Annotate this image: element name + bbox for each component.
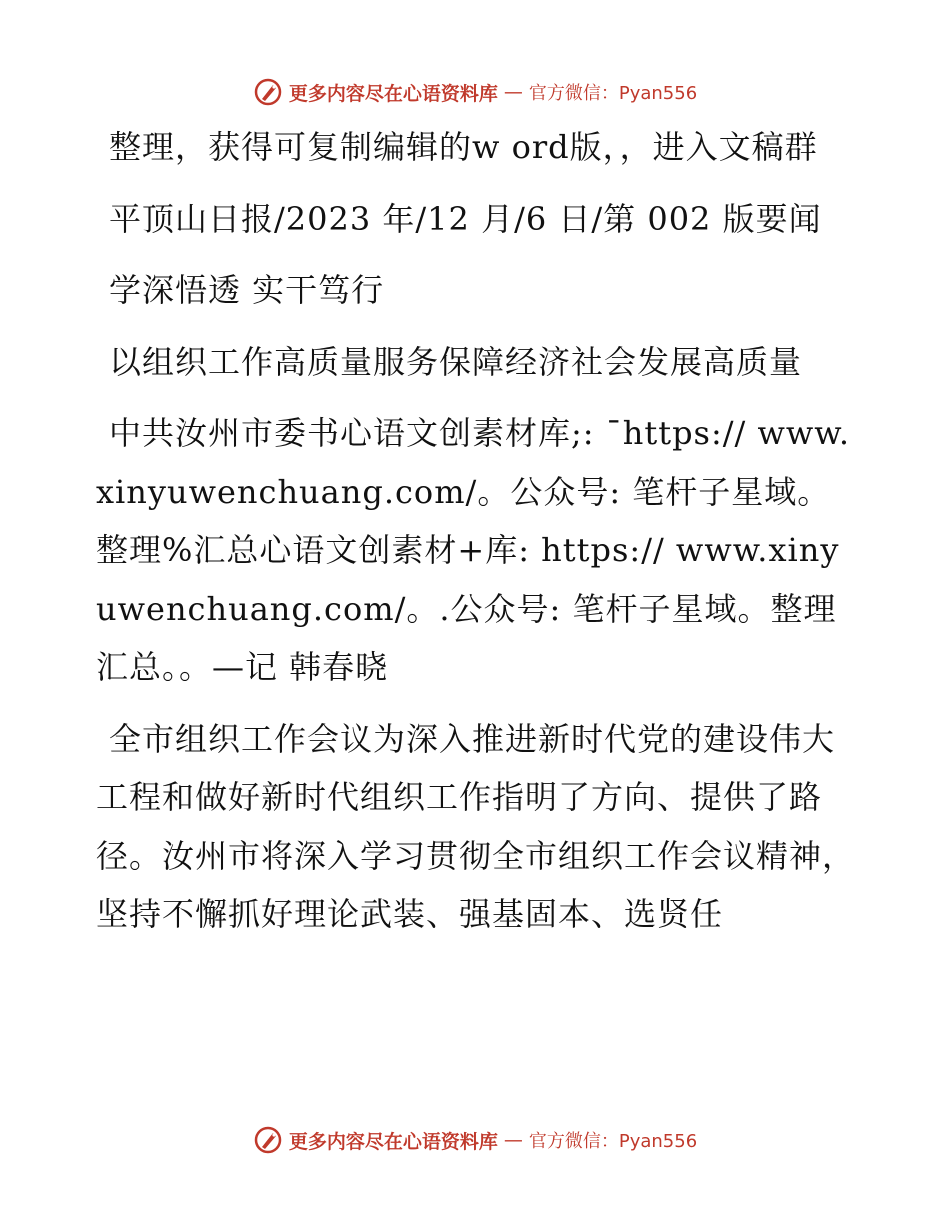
banner-wechat-text: 官方微信：Pyan556 [528, 83, 698, 104]
banner-brand-text: 更多内容尽在心语资料库 [288, 82, 498, 105]
paragraph-subheadline: 以组织工作高质量服务保障经济社会发展高质量 [109, 342, 803, 381]
paragraph-source-line: 平顶山日报/2023 年/12 月/6 日/第 002 版要闻 [109, 199, 822, 238]
paragraph-byline: 中共汝州市委书心语文创素材库;: ¯https:// www.xinyuwenchuang.com/。公众号: 笔杆子星域。整理%汇总心语文创素材+库: https:// www.xinyuwenchuang.com/。.公众号: 笔杆子星域。整理汇总。。—记 韩春晓 [96, 414, 851, 686]
banner-dash: — [503, 81, 523, 103]
banner-wechat-text: 官方微信：Pyan556 [528, 1131, 698, 1152]
header-watermark-banner [0, 72, 950, 112]
document-body [96, 118, 856, 957]
banner-dash: — [503, 1129, 523, 1151]
pen-nib-circle-icon [253, 77, 283, 107]
footer-watermark-banner [0, 1120, 950, 1160]
pen-nib-circle-icon [253, 1125, 283, 1155]
banner-brand-text: 更多内容尽在心语资料库 [288, 1130, 498, 1153]
paragraph-body: 全市组织工作会议为深入推进新时代党的建设伟大工程和做好新时代组织工作指明了方向、提供了路径。汝州市将深入学习贯彻全市组织工作会议精神，坚持不懈抓好理论武装、强基固本、选贤任 [96, 719, 856, 933]
paragraph-headline: 学深悟透 实干笃行 [109, 271, 385, 309]
paragraph-intro-note: 整理，获得可复制编辑的w ord版，，进入文稿群 [109, 128, 818, 166]
